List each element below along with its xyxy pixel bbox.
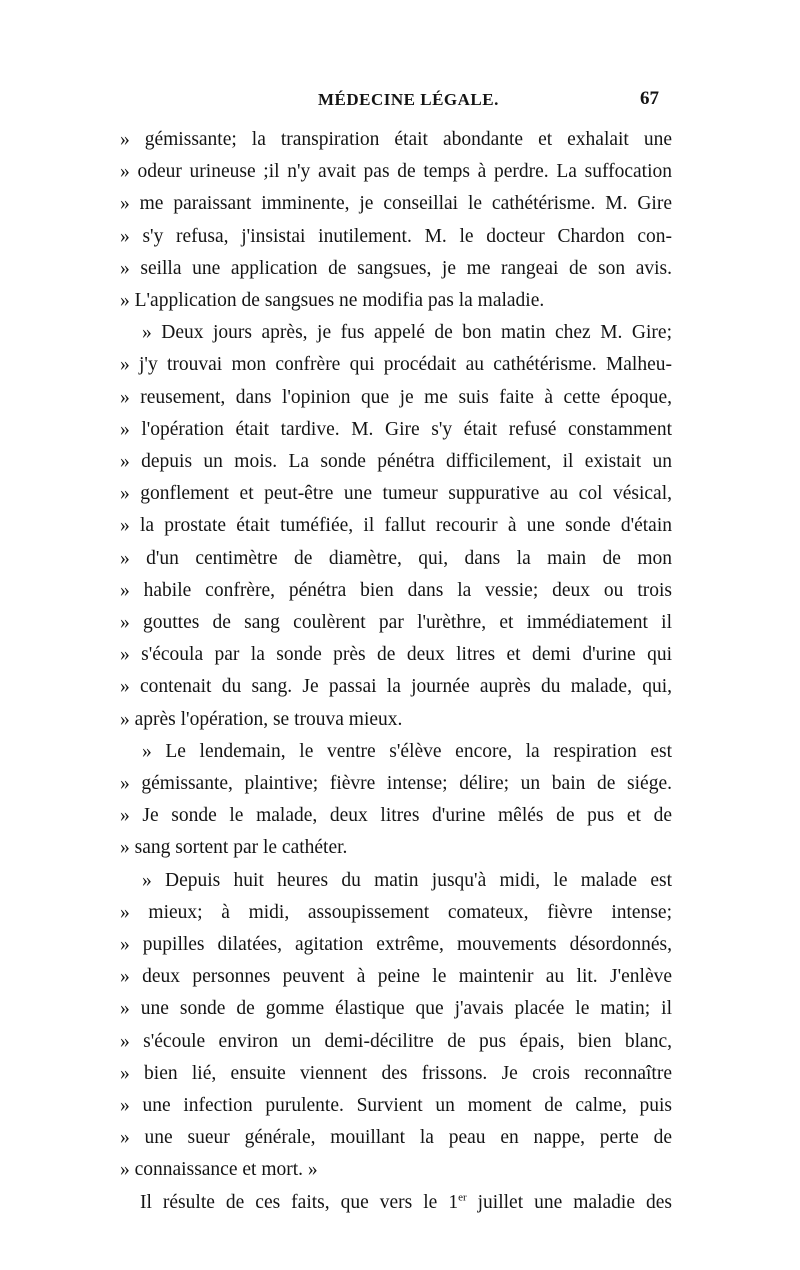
text-line: » connaissance et mort. » — [120, 1159, 318, 1181]
text-line: » sang sortent par le cathéter. — [120, 837, 348, 859]
text-line: » bien lié, ensuite viennent des frissons. Je crois reconnaître — [120, 1062, 672, 1084]
text-line: » odeur urineuse ;il n'y avait pas de temps à perdre. La suffocation — [120, 161, 672, 183]
text-line: » Deux jours après, je fus appelé de bon matin chez M. Gire; — [142, 322, 672, 344]
text-line: » d'un centimètre de diamètre, qui, dans la main de mon — [120, 547, 672, 569]
text-line: » L'application de sangsues ne modifia pas la maladie. — [120, 290, 545, 311]
running-head — [0, 90, 800, 118]
text-line: » deux personnes peuvent à peine le maintenir au lit. J'enlève — [120, 966, 672, 988]
text-line: » gouttes de sang coulèrent par l'urèthre, et immédiatement il — [120, 612, 672, 633]
text-line: » seilla une application de sangsues, je me rangeai de son avis. — [120, 257, 672, 279]
text-line: » s'écoula par la sonde près de deux litres et demi d'urine qui — [120, 644, 672, 666]
page-number: 67 — [640, 88, 659, 109]
last-line-before: Il résulte de ces faits, que vers le 1 — [140, 1191, 459, 1213]
text-line: » depuis un mois. La sonde pénétra difficilement, il existait un — [120, 451, 672, 472]
running-title: MÉDECINE LÉGALE. — [318, 90, 499, 109]
text-line: » s'écoule environ un demi-décilitre de pus épais, bien blanc, — [120, 1030, 672, 1052]
text-line: » Le lendemain, le ventre s'élève encore, la respiration est — [142, 740, 672, 762]
text-line: » une infection purulente. Survient un moment de calme, puis — [120, 1095, 672, 1116]
text-line: » Je sonde le malade, deux litres d'urine mêlés de pus et de — [120, 805, 672, 827]
text-line: » après l'opération, se trouva mieux. — [120, 708, 403, 730]
text-line: » mieux; à midi, assoupissement comateux, fièvre intense; — [120, 901, 672, 923]
text-line: » reusement, dans l'opinion que je me suis faite à cette époque, — [120, 386, 672, 408]
text-line: » gémissante, plaintive; fièvre intense; délire; un bain de siége. — [120, 773, 672, 794]
text-line: » Depuis huit heures du matin jusqu'à midi, le malade est — [142, 869, 672, 891]
text-line: » une sonde de gomme élastique que j'avais placée le matin; il — [120, 998, 672, 1020]
text-line: » s'y refusa, j'insistai inutilement. M. le docteur Chardon con- — [120, 225, 672, 247]
text-line: » gémissante; la transpiration était abondante et exhalait une — [120, 129, 672, 150]
text-line-last — [140, 1188, 672, 1218]
text-line: » gonflement et peut-être une tumeur suppurative au col vésical, — [120, 483, 672, 505]
last-line-after: juillet une maladie des — [466, 1191, 672, 1213]
text-line: » j'y trouvai mon confrère qui procédait au cathétérisme. Malheu- — [120, 354, 672, 376]
text-line: » pupilles dilatées, agitation extrême, mouvements désordonnés, — [120, 934, 672, 955]
text-line: » une sueur générale, mouillant la peau en nappe, perte de — [120, 1127, 672, 1149]
text-line: » habile confrère, pénétra bien dans la vessie; deux ou trois — [120, 579, 672, 601]
superscript-er: er — [458, 1191, 467, 1204]
text-line: » l'opération était tardive. M. Gire s'y était refusé constamment — [120, 418, 672, 440]
text-line: » contenait du sang. Je passai la journée auprès du malade, qui, — [120, 676, 672, 698]
text-line: » me paraissant imminente, je conseillai le cathétérisme. M. Gire — [120, 193, 672, 215]
text-line: » la prostate était tuméfiée, il fallut recourir à une sonde d'étain — [120, 515, 672, 537]
